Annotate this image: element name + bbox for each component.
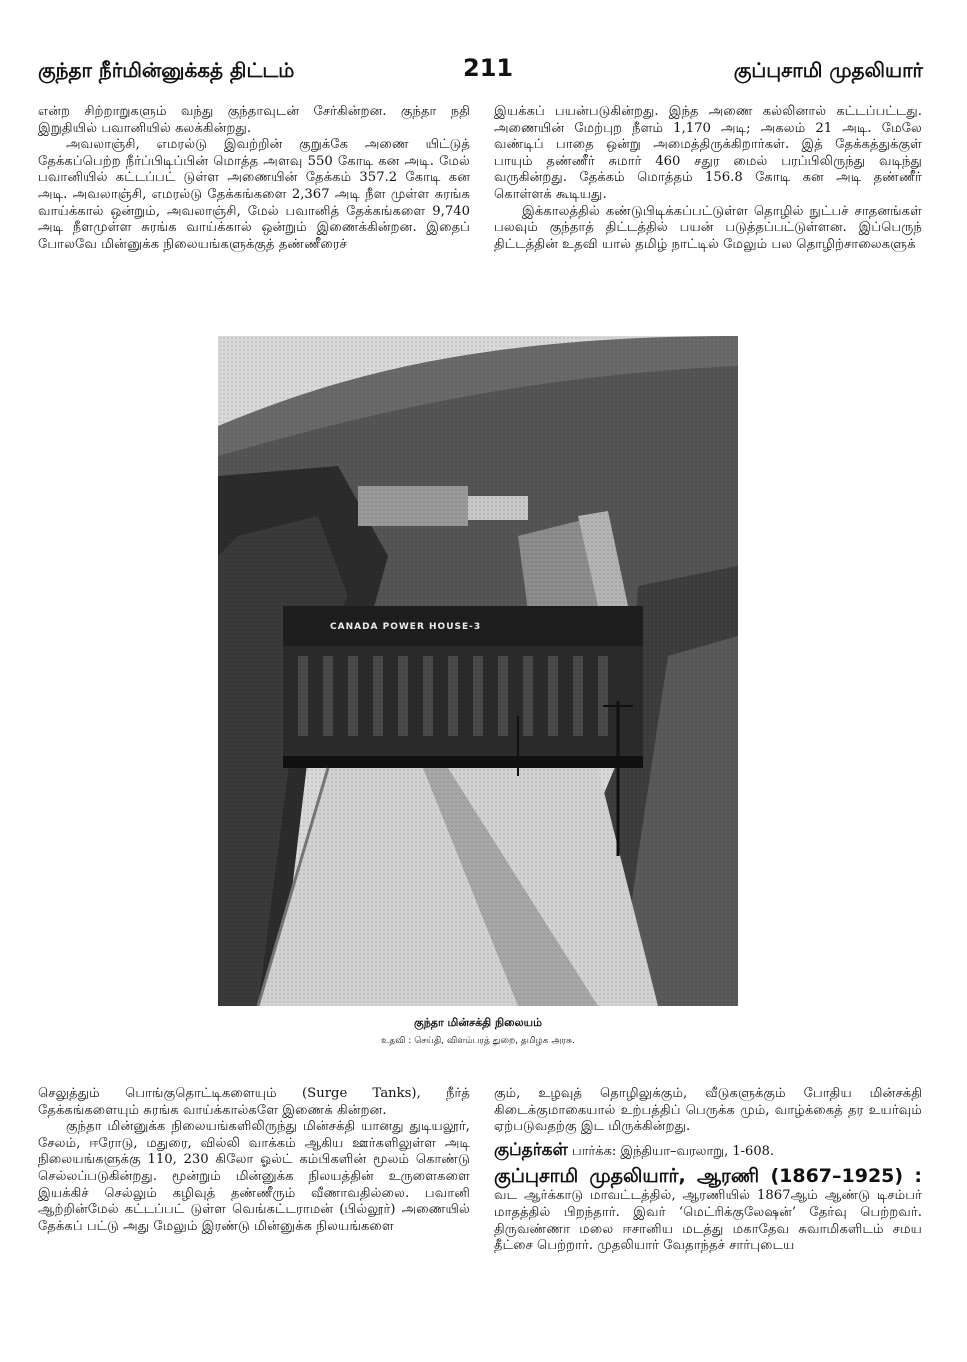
entry-kuppusamy [494,1164,922,1254]
running-head-right: குப்புசாமி முதலியார் [733,58,923,82]
paragraph: செலுத்தும் பொங்குதொட்டிகளையும் (Surge Tanks), நீர்த் தேக்கங்களையும் சுரங்க வாய்க்கால்களே இணைக் கின்றன. [38,1086,470,1118]
power-station-photo [218,336,738,1006]
photo-illustration [218,336,738,1006]
bottom-left-column [38,1086,470,1235]
top-left-column [38,104,470,253]
running-head-left: குந்தா நீர்மின்னுக்கத் திட்டம் [38,58,295,82]
top-right-column [494,104,922,253]
paragraph: கும், உழவுத் தொழிலுக்கும், வீடுகளுக்கும் போதிய மின்சக்தி கிடைக்குமாகையால் உற்பத்திப் பெருக்க மும், வாழ்க்கைத் தர உயர்வும் ஏற்படுவதற்கு இட மிருக்கின்றது. [494,1086,922,1135]
page-number: 211 [463,54,514,82]
entry-title: குப்தர்கள் [494,1139,568,1160]
paragraph: குந்தா மின்னுக்க நிலையங்களிலிருந்து மின்சக்தி யானது துடியலூர், சேலம், ஈரோடு, மதுரை, வில்லி வாக்கம் ஆகிய ஊர்களிலுள்ள அடி நிலையங்களுக்கு 110, 230 கிலோ ஓல்ட் கம்பிகளின் மூலம் கொண்டு செல்லப்படுகின்றது. மூன்றும் மின்னுக்க நிலயத்தின் உருளைகளை இயக்கிச் செல்லும் கழிவுத் தண்ணீரும் வீணாவதில்லை. பவானி ஆற்றின்மேல் கட்டப்பட் டுள்ள வெங்கட்டராமன் (பில்லூர்) அணையில் தேக்கப் பட்டு அது மேலும் இரண்டு மின்னுக்க நிலயங்களை [38,1119,470,1234]
entry-guptas [494,1139,922,1161]
paragraph: என்ற சிற்றாறுகளும் வந்து குந்தாவுடன் சேர்கின்றன. குந்தா நதி இறுதியில் பவானியில் கலக்கின்றது. [38,104,470,136]
photo-caption: குந்தா மின்சக்தி நிலையம் [414,1016,542,1029]
paragraph: இயக்கப் பயன்படுகின்றது. இந்த அணை கல்லினால் கட்டப்பட்டது. அணையின் மேற்புற நீளம் 1,170 அடி; அகலம் 21 அடி. மேலே வண்டிப் பாதை ஒன்று அமைத்திருக்கிறார்கள். இத் தேக்கத்துக்குள் பாயும் தண்ணீர் சுமார் 460 சதுர மைல் பரப்பிலிருந்து வடிந்து வருகின்றது. தேக்கம் மொத்தம் 156.8 கோடி கன அடி தண்ணீர் கொள்ளக் கூடியது. [494,104,922,202]
cross-reference: பார்க்க: இந்தியா–வரலாறு, 1-608. [572,1143,774,1159]
paragraph: அவலாஞ்சி, எமரல்டு இவற்றின் குறுக்கே அணை யிட்டுத் தேக்கப்பெற்ற நீர்ப்பிடிப்பின் மொத்த அளவு 550 கோடி கன அடி. மேல் பவானியில் கட்டப்பட் டுள்ள அணையின் தேக்கம் 357.2 கோடி கன அடி. அவலாஞ்சி, எமரல்டு தேக்கங்களை 2,367 அடி நீள முள்ள சுரங்க வாய்க்கால் ஒன்றும், அவலாஞ்சி, மேல் பவானித் தேக்கங்களை 9,740 அடி நீளமுள்ள சுரங்க வாய்க்கால் ஒன்றும் இணைக்கின்றன. இதைப் போலவே மின்னுக்க நிலையங்களுக்குத் தண்ணீரைச் [38,137,470,252]
photo-credit: உதவி : செய்தி, விளம்பரத் துறை, தமிழக அரசு. [381,1036,575,1046]
entry-title: குப்புசாமி முதலியார், ஆரணி (1867–1925) : [494,1165,922,1188]
page-header [38,54,923,92]
bottom-right-column [494,1086,922,1255]
entry-text: வட ஆர்க்காடு மாவட்டத்தில், ஆரணியில் 1867ஆம் ஆண்டு டிசம்பர் மாதத்தில் பிறந்தார். இவர் ‘மெட்ரிக்குலேஷன்’ தேர்வு பெற்றவர். திருவண்ணா மலை ஈசானிய மடத்து மகாதேவ சுவாமிகளிடம் சமய தீட்சை பெற்றார். முதலியார் வேதாந்தச் சார்புடைய [494,1188,922,1254]
paragraph: இக்காலத்தில் கண்டுபிடிக்கப்பட்டுள்ள தொழில் நுட்பச் சாதனங்கள் பலவும் குந்தாத் திட்டத்தில் பயன் படுத்தப்பட்டுள்ளன. இப்பெருந் திட்டத்தின் உதவி யால் தமிழ் நாட்டில் மேலும் பல தொழிற்சாலைகளுக் [494,203,922,252]
